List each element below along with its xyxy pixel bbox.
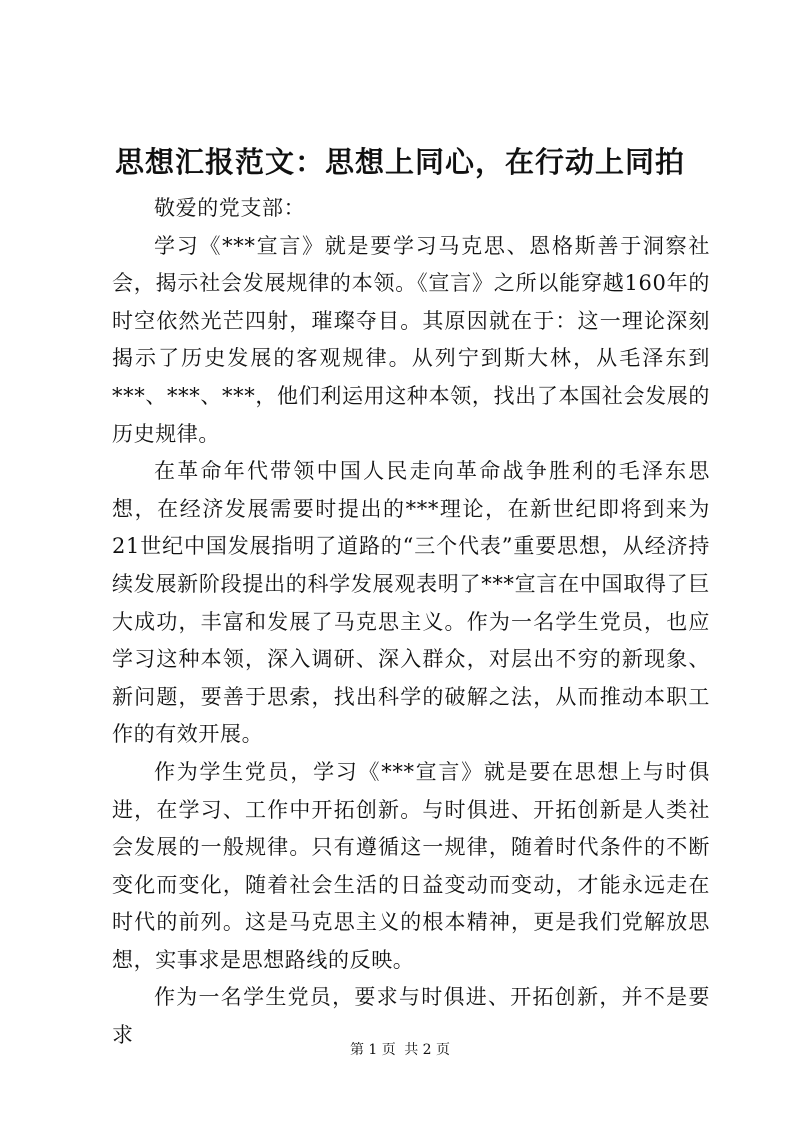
document-title: 思想汇报范文：思想上同心，在行动上同拍 [114, 145, 685, 179]
paragraph: 作为一名学生党员，要求与时俱进、开拓创新，并不是要求 [112, 985, 710, 1048]
paragraph: 作为学生党员，学习《***宣言》就是要在思想上与时俱进，在学习、工作中开拓创新。与时俱进、开拓创新是人类社会发展的一般规律。只有遵循这一规律，随着时代条件的不断变化而变化，随着社会生活的日益变动而变动，才能永远走在时代的前列。这是马克思主义的根本精神，更是我们党解放思想，实事求是思想路线的反映。 [112, 759, 710, 972]
page-total: 共 2 页 [404, 1042, 451, 1058]
page-number: 第 1 页 [349, 1042, 396, 1058]
document-body [112, 190, 710, 1055]
paragraph: 学习《***宣言》就是要学习马克思、恩格斯善于洞察社会，揭示社会发展规律的本领。《宣言》之所以能穿越160年的时空依然光芒四射，璀璨夺目。其原因就在于：这一理论深刻揭示了历史发展的客观规律。从列宁到斯大林，从毛泽东到***、***、***，他们利运用这种本领，找出了本国社会发展的历史规律。 [112, 233, 710, 446]
paragraph: 在革命年代带领中国人民走向革命战争胜利的毛泽东思想，在经济发展需要时提出的***理论，在新世纪即将到来为21世纪中国发展指明了道路的“三个代表”重要思想，从经济持续发展新阶段提出的科学发展观表明了***宣言在中国取得了巨大成功，丰富和发展了马克思主义。作为一名学生党员，也应学习这种本领，深入调研、深入群众，对层出不穷的新现象、新问题，要善于思索，找出科学的破解之法，从而推动本职工作的有效开展。 [112, 459, 710, 747]
salutation: 敬爱的党支部： [154, 196, 306, 220]
page-footer [0, 1040, 800, 1060]
